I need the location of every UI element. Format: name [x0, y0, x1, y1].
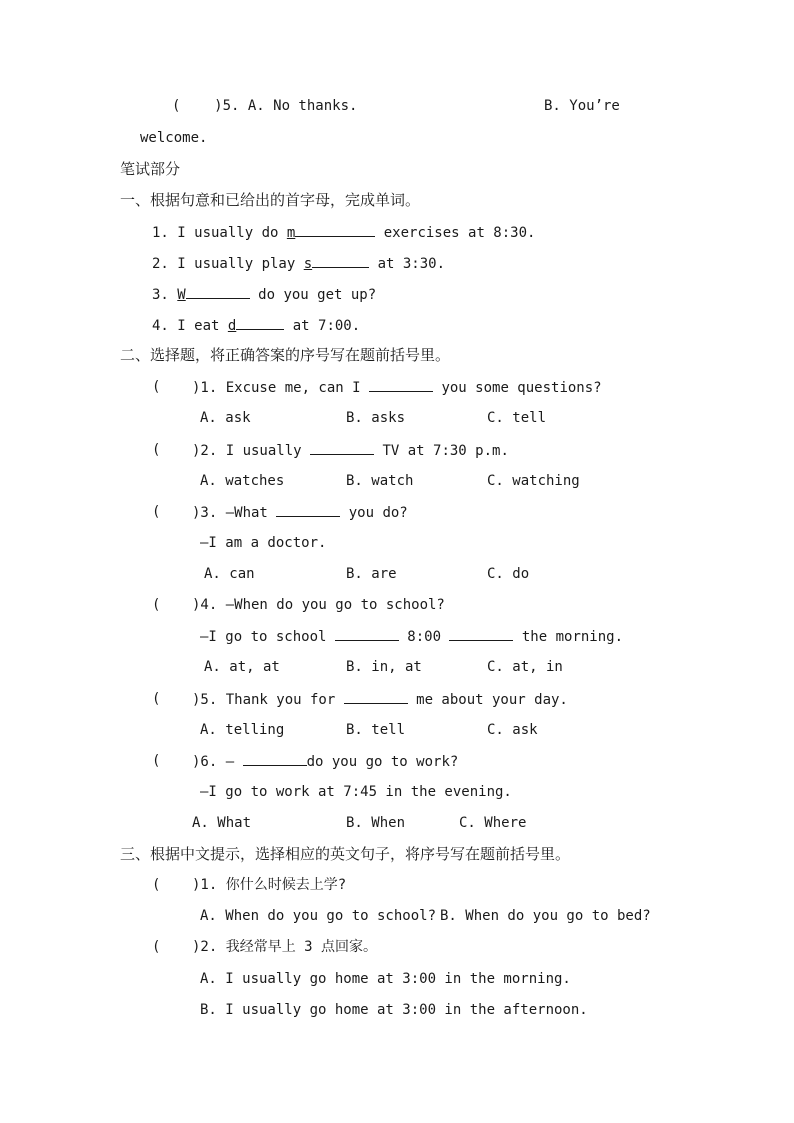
option-a: A. What [192, 815, 252, 831]
option-c: C. do [487, 566, 530, 582]
option-b: B. tell [346, 722, 406, 738]
option-c: C. Where [459, 815, 527, 831]
answer-paren[interactable]: ( [152, 939, 161, 955]
answer-paren[interactable]: ( [152, 379, 161, 395]
sec3-question-1: )1. 你什么时候去上学? [192, 877, 347, 893]
sec2-question-5: )5. Thank you for me about your day. [192, 689, 568, 710]
sec2-question-4: )4. —When do you go to school? [192, 597, 445, 613]
sec1-item-4: 4. I eat d at 7:00. [152, 315, 360, 336]
option-a: A. telling [200, 722, 285, 738]
answer-line: —I go to school 8:00 the morning. [200, 626, 623, 647]
fill-blank[interactable] [295, 222, 375, 237]
option-a: A. I usually go home at 3:00 in the morning. [200, 971, 571, 987]
section-1-title: 一、根据句意和已给出的首字母，完成单词。 [120, 191, 421, 209]
option-b: B. I usually go home at 3:00 in the afternoon. [200, 1002, 588, 1018]
option-c: C. tell [487, 410, 547, 426]
answer-paren[interactable]: ( [152, 597, 161, 613]
option-b: B. in, at [346, 659, 422, 675]
option-a: A. at, at [204, 659, 280, 675]
answer-line: —I am a doctor. [200, 535, 327, 551]
option-b: B. When do you go to bed? [440, 908, 651, 924]
sec1-item-3: 3. W do you get up? [152, 284, 376, 305]
sec3-question-2: )2. 我经常早上 3 点回家。 [192, 939, 378, 955]
fill-blank[interactable] [276, 502, 340, 517]
answer-paren[interactable]: ( [152, 753, 161, 769]
sec2-question-2: )2. I usually TV at 7:30 p.m. [192, 440, 509, 461]
sec2-question-1: )1. Excuse me, can I you some questions? [192, 377, 602, 398]
option-a: A. can [204, 566, 255, 582]
fill-blank[interactable] [310, 440, 374, 455]
section-3-title: 三、根据中文提示，选择相应的英文句子，将序号写在题前括号里。 [120, 845, 571, 863]
sec1-item-2: 2. I usually play s at 3:30. [152, 253, 445, 274]
answer-paren[interactable]: ( [152, 442, 161, 458]
answer-paren[interactable]: ( [152, 504, 161, 520]
question-5-prev-option-b: B. You’re [544, 98, 620, 114]
option-b: B. are [346, 566, 397, 582]
sec2-question-6: )6. — do you go to work? [192, 751, 458, 772]
answer-paren[interactable]: ( [152, 877, 161, 893]
answer-line: —I go to work at 7:45 in the evening. [200, 784, 512, 800]
question-5-prev-continued: welcome. [140, 130, 208, 146]
option-a: A. When do you go to school? [200, 908, 437, 924]
option-b: B. asks [346, 410, 406, 426]
fill-blank[interactable] [344, 689, 408, 704]
option-a: A. ask [200, 410, 251, 426]
section-2-title: 二、选择题，将正确答案的序号写在题前括号里。 [120, 346, 451, 364]
option-c: C. watching [487, 473, 580, 489]
option-a: A. watches [200, 473, 285, 489]
section-written-heading: 笔试部分 [120, 160, 181, 178]
fill-blank[interactable] [186, 284, 250, 299]
fill-blank[interactable] [335, 626, 399, 641]
fill-blank[interactable] [236, 315, 284, 330]
option-b: B. watch [346, 473, 414, 489]
option-b: B. When [346, 815, 406, 831]
fill-blank[interactable] [243, 751, 307, 766]
option-c: C. at, in [487, 659, 563, 675]
question-5-prev: ( )5. A. No thanks. [172, 98, 358, 114]
option-c: C. ask [487, 722, 538, 738]
answer-paren[interactable]: ( [152, 691, 161, 707]
sec2-question-3: )3. —What you do? [192, 502, 408, 523]
fill-blank[interactable] [312, 253, 369, 268]
fill-blank[interactable] [449, 626, 513, 641]
fill-blank[interactable] [369, 377, 433, 392]
sec1-item-1: 1. I usually do m exercises at 8:30. [152, 222, 535, 243]
